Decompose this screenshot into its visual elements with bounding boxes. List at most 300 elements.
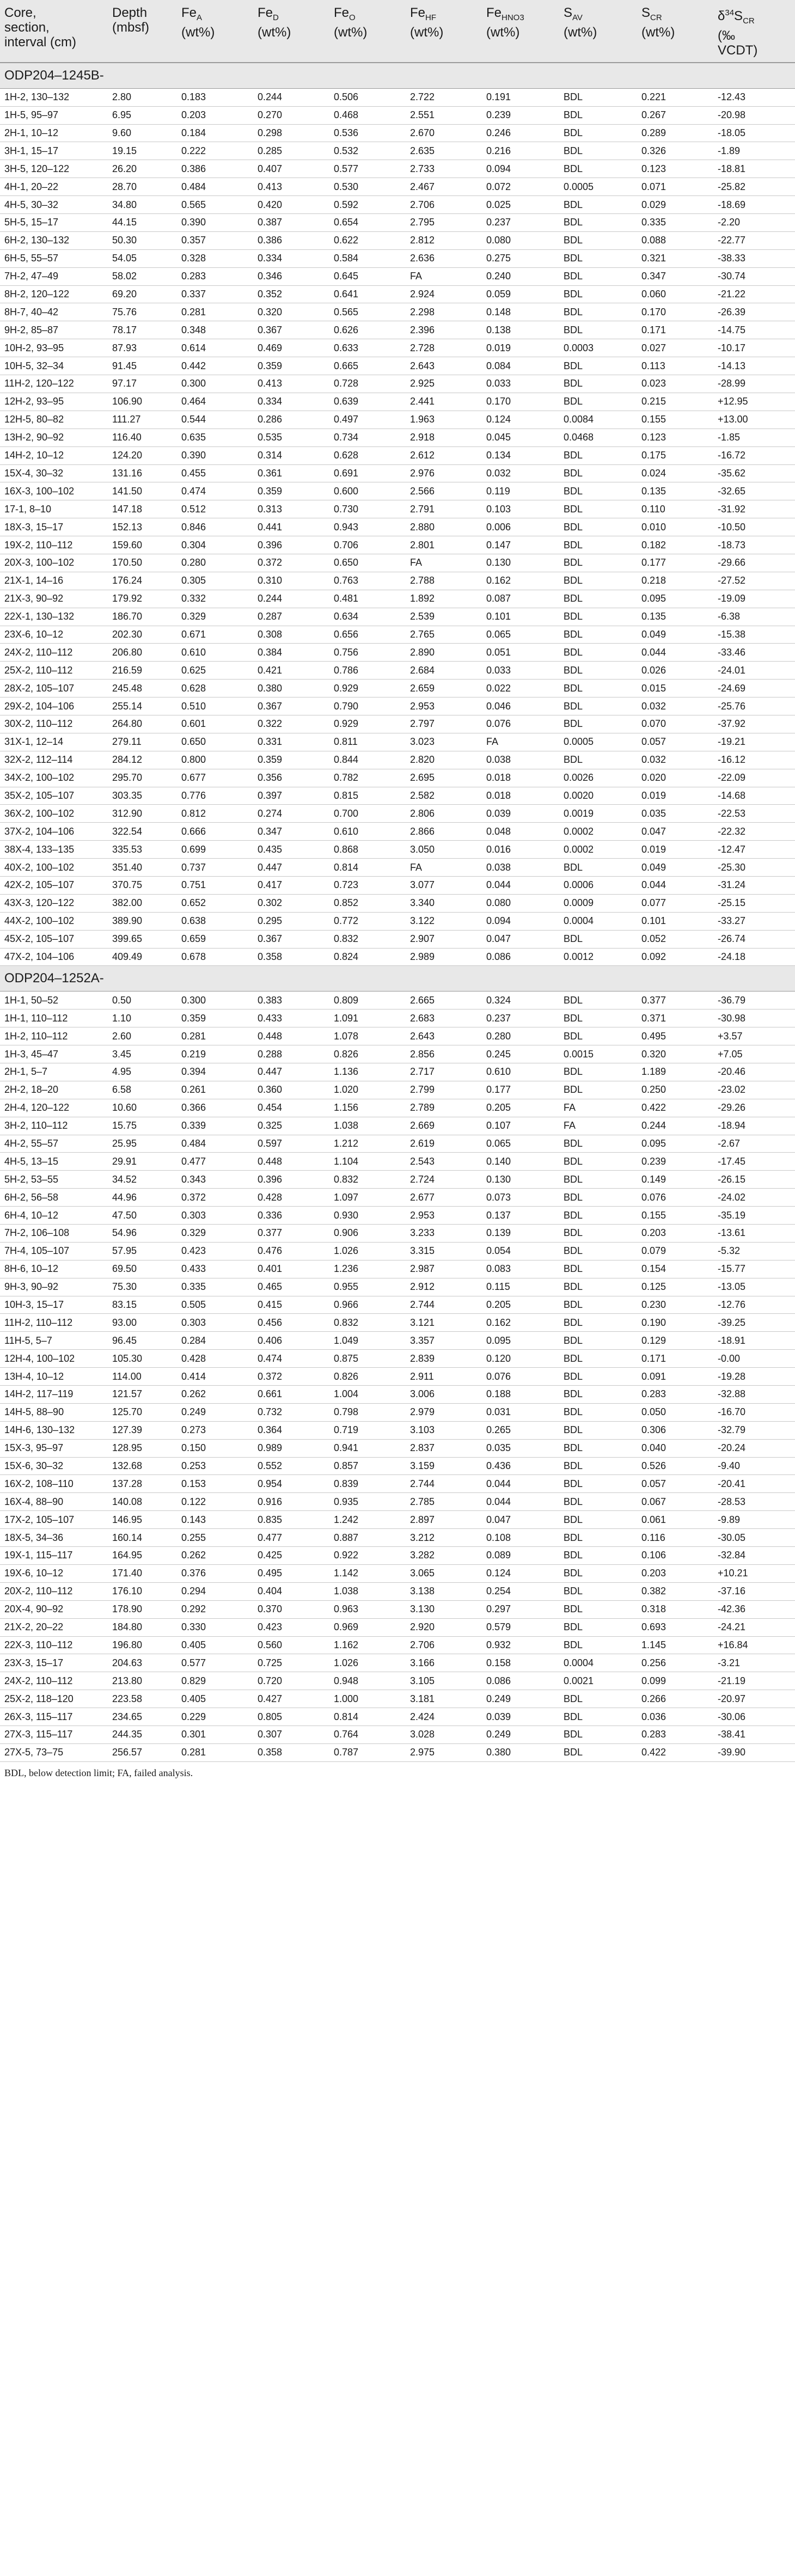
col-core-section-interval-header: Core, section, interval (cm)	[0, 0, 108, 63]
col-fe-d-cell: 0.413	[253, 178, 329, 196]
col-fe-hf-cell: 2.987	[406, 1260, 482, 1278]
table-row	[0, 1403, 795, 1421]
col-delta34s-cr-cell: -16.70	[713, 1403, 795, 1421]
col-core-section-interval-cell: 15X-3, 95–97	[0, 1439, 108, 1457]
col-fe-o-cell: 0.798	[329, 1403, 406, 1421]
col-depth-cell: 25.95	[108, 1135, 177, 1153]
col-fe-a-cell: 0.300	[177, 992, 253, 1009]
col-s-av-cell: BDL	[559, 715, 637, 733]
col-fe-o-cell: 1.078	[329, 1027, 406, 1045]
col-fe-hno3-cell: 0.134	[482, 446, 559, 464]
col-s-av-cell: BDL	[559, 1314, 637, 1332]
table-row	[0, 1636, 795, 1654]
col-fe-d-cell: 0.427	[253, 1690, 329, 1708]
col-delta34s-cr-cell: -37.92	[713, 715, 795, 733]
col-core-section-interval-cell: 11H-2, 120–122	[0, 375, 108, 393]
col-fe-a-cell: 0.405	[177, 1636, 253, 1654]
col-s-cr-cell: 0.057	[637, 733, 713, 751]
col-depth-cell: 128.95	[108, 1439, 177, 1457]
table-row	[0, 930, 795, 948]
col-s-av-cell: BDL	[559, 1332, 637, 1350]
col-depth-cell: 6.58	[108, 1081, 177, 1099]
col-fe-o-cell: 1.026	[329, 1242, 406, 1260]
col-delta34s-cr-cell: -25.30	[713, 859, 795, 877]
col-fe-a-cell: 0.348	[177, 321, 253, 339]
col-fe-hf-cell: 3.282	[406, 1547, 482, 1565]
col-fe-hno3-cell: 0.044	[482, 1493, 559, 1511]
col-s-cr-cell: 0.182	[637, 536, 713, 554]
col-delta34s-cr-cell: -15.38	[713, 626, 795, 644]
col-depth-cell: 284.12	[108, 751, 177, 769]
table-row	[0, 231, 795, 249]
col-core-section-interval-cell: 12H-2, 93–95	[0, 393, 108, 411]
col-core-section-interval-cell: 27X-5, 73–75	[0, 1743, 108, 1761]
col-fe-o-cell: 0.824	[329, 948, 406, 966]
col-delta34s-cr-cell: -33.27	[713, 912, 795, 930]
col-fe-d-cell: 0.805	[253, 1708, 329, 1726]
col-delta34s-cr-cell: -20.46	[713, 1063, 795, 1081]
col-delta34s-cr-cell: -14.75	[713, 321, 795, 339]
col-depth-cell: 213.80	[108, 1672, 177, 1690]
col-depth-cell: 196.80	[108, 1636, 177, 1654]
col-fe-hno3-cell: 0.237	[482, 1009, 559, 1027]
col-fe-a-cell: 0.638	[177, 912, 253, 930]
col-fe-d-cell: 0.720	[253, 1672, 329, 1690]
col-s-cr-cell: 0.283	[637, 1386, 713, 1404]
col-fe-hno3-cell: 0.065	[482, 626, 559, 644]
col-fe-hno3-cell: 0.191	[482, 88, 559, 106]
col-s-av-cell: 0.0002	[559, 823, 637, 841]
table-row	[0, 464, 795, 482]
col-fe-hf-cell: 2.797	[406, 715, 482, 733]
col-fe-a-cell: 0.366	[177, 1099, 253, 1117]
col-fe-o-cell: 0.772	[329, 912, 406, 930]
col-delta34s-cr-cell: -1.85	[713, 429, 795, 446]
col-fe-a-cell: 0.751	[177, 876, 253, 894]
col-s-cr-cell: 0.088	[637, 231, 713, 249]
col-core-section-interval-cell: 2H-1, 10–12	[0, 124, 108, 142]
col-core-section-interval-cell: 20X-3, 100–102	[0, 554, 108, 572]
col-depth-cell: 178.90	[108, 1600, 177, 1618]
col-fe-o-cell: 0.930	[329, 1207, 406, 1225]
col-fe-hf-cell: FA	[406, 267, 482, 285]
col-delta34s-cr-cell: -39.25	[713, 1314, 795, 1332]
col-fe-a-cell: 0.433	[177, 1260, 253, 1278]
col-fe-hf-cell: 2.911	[406, 1368, 482, 1386]
col-fe-o-cell: 0.786	[329, 662, 406, 680]
col-core-section-interval-cell: 34X-2, 100–102	[0, 769, 108, 787]
col-s-cr-cell: 0.175	[637, 446, 713, 464]
table-row	[0, 680, 795, 697]
col-core-section-interval-cell: 21X-3, 90–92	[0, 590, 108, 608]
col-s-av-cell: BDL	[559, 1368, 637, 1386]
col-depth-cell: 206.80	[108, 644, 177, 662]
col-s-av-cell: BDL	[559, 214, 637, 232]
col-fe-hno3-cell: 0.158	[482, 1654, 559, 1672]
col-core-section-interval-cell: 45X-2, 105–107	[0, 930, 108, 948]
col-fe-a-cell: 0.505	[177, 1296, 253, 1314]
col-s-av-cell: BDL	[559, 1296, 637, 1314]
col-fe-d-cell: 0.298	[253, 124, 329, 142]
col-fe-hno3-cell: 0.045	[482, 429, 559, 446]
col-core-section-interval-cell: 30X-2, 110–112	[0, 715, 108, 733]
col-fe-a-cell: 0.329	[177, 1225, 253, 1243]
col-depth-cell: 75.76	[108, 303, 177, 321]
col-fe-a-cell: 0.372	[177, 1189, 253, 1207]
col-fe-hno3-cell: 0.380	[482, 1743, 559, 1761]
col-core-section-interval-cell: 21X-1, 14–16	[0, 572, 108, 590]
col-core-section-interval-cell: 36X-2, 100–102	[0, 805, 108, 823]
col-core-section-interval-cell: 17X-2, 105–107	[0, 1511, 108, 1529]
col-fe-d-cell: 0.396	[253, 1171, 329, 1189]
col-fe-a-cell: 0.829	[177, 1672, 253, 1690]
col-s-cr-cell: 0.044	[637, 644, 713, 662]
table-row	[0, 1350, 795, 1368]
col-fe-a-cell: 0.390	[177, 214, 253, 232]
col-s-av-cell: BDL	[559, 1439, 637, 1457]
col-s-cr-cell: 0.110	[637, 500, 713, 518]
col-s-av-cell: BDL	[559, 357, 637, 375]
col-fe-a-cell: 0.339	[177, 1117, 253, 1135]
col-fe-hno3-cell: 0.080	[482, 894, 559, 912]
col-fe-hf-cell: 2.298	[406, 303, 482, 321]
table-row	[0, 321, 795, 339]
col-s-cr-cell: 0.239	[637, 1153, 713, 1171]
col-fe-a-cell: 0.337	[177, 285, 253, 303]
col-fe-hf-cell: 2.795	[406, 214, 482, 232]
col-s-av-header: $S_{AV}$ (wt%)	[559, 0, 637, 63]
table-row	[0, 1726, 795, 1743]
col-fe-hno3-cell: 0.051	[482, 644, 559, 662]
col-s-av-cell: BDL	[559, 572, 637, 590]
col-depth-cell: 96.45	[108, 1332, 177, 1350]
col-delta34s-cr-cell: -10.17	[713, 339, 795, 357]
col-fe-hf-cell: 2.820	[406, 751, 482, 769]
col-fe-d-cell: 0.495	[253, 1564, 329, 1582]
col-fe-d-cell: 0.286	[253, 411, 329, 429]
col-fe-a-cell: 0.477	[177, 1153, 253, 1171]
col-fe-o-cell: 0.536	[329, 124, 406, 142]
col-s-cr-cell: 0.049	[637, 626, 713, 644]
col-fe-d-cell: 0.380	[253, 680, 329, 697]
col-depth-cell: 54.96	[108, 1225, 177, 1243]
col-s-cr-cell: 0.155	[637, 1207, 713, 1225]
col-fe-d-cell: 0.322	[253, 715, 329, 733]
col-fe-a-cell: 0.614	[177, 339, 253, 357]
col-s-av-cell: 0.0009	[559, 894, 637, 912]
col-fe-hno3-cell: 0.025	[482, 196, 559, 214]
col-fe-o-cell: 0.935	[329, 1493, 406, 1511]
col-delta34s-cr-cell: -32.65	[713, 482, 795, 500]
col-fe-d-cell: 0.359	[253, 751, 329, 769]
col-delta34s-cr-cell: -38.41	[713, 1726, 795, 1743]
col-delta34s-cr-cell: -38.33	[713, 249, 795, 267]
table-row	[0, 626, 795, 644]
col-core-section-interval-cell: 42X-2, 105–107	[0, 876, 108, 894]
col-delta34s-cr-cell: -20.41	[713, 1475, 795, 1493]
table-row	[0, 1242, 795, 1260]
col-s-cr-cell: 0.076	[637, 1189, 713, 1207]
col-fe-d-cell: 0.456	[253, 1314, 329, 1332]
col-delta34s-cr-cell: -22.77	[713, 231, 795, 249]
col-fe-hf-cell: 2.976	[406, 464, 482, 482]
col-core-section-interval-cell: 15X-6, 30–32	[0, 1457, 108, 1475]
col-depth-cell: 146.95	[108, 1511, 177, 1529]
col-fe-d-cell: 0.331	[253, 733, 329, 751]
col-fe-d-cell: 0.377	[253, 1225, 329, 1243]
col-s-av-cell: BDL	[559, 1135, 637, 1153]
col-fe-d-cell: 0.535	[253, 429, 329, 446]
col-s-cr-cell: 0.091	[637, 1368, 713, 1386]
col-s-cr-cell: 0.032	[637, 697, 713, 715]
col-fe-o-cell: 0.639	[329, 393, 406, 411]
col-depth-cell: 202.30	[108, 626, 177, 644]
table-row	[0, 446, 795, 464]
table-row	[0, 1332, 795, 1350]
col-fe-hf-cell: 2.744	[406, 1296, 482, 1314]
col-s-cr-cell: 0.067	[637, 1493, 713, 1511]
table-row	[0, 1009, 795, 1027]
col-fe-d-cell: 0.367	[253, 930, 329, 948]
col-fe-hno3-cell: 0.249	[482, 1726, 559, 1743]
col-fe-hf-cell: 2.839	[406, 1350, 482, 1368]
col-s-av-cell: BDL	[559, 1081, 637, 1099]
col-s-cr-cell: 0.321	[637, 249, 713, 267]
col-fe-a-cell: 0.484	[177, 178, 253, 196]
col-s-cr-cell: 0.123	[637, 160, 713, 178]
col-core-section-interval-cell: 1H-3, 45–47	[0, 1045, 108, 1063]
col-fe-a-cell: 0.281	[177, 1027, 253, 1045]
col-fe-hf-header: $Fe_{HF}$ (wt%)	[406, 0, 482, 63]
col-fe-o-cell: 0.584	[329, 249, 406, 267]
col-s-cr-cell: 0.095	[637, 590, 713, 608]
col-fe-hf-cell: 2.953	[406, 1207, 482, 1225]
col-fe-hf-cell: 3.023	[406, 733, 482, 751]
col-delta34s-cr-cell: -32.84	[713, 1547, 795, 1565]
col-core-section-interval-cell: 6H-2, 56–58	[0, 1189, 108, 1207]
col-core-section-interval-cell: 28X-2, 105–107	[0, 680, 108, 697]
col-s-av-cell: BDL	[559, 536, 637, 554]
table-row	[0, 948, 795, 966]
col-fe-hf-cell: 2.744	[406, 1475, 482, 1493]
col-s-av-cell: BDL	[559, 1475, 637, 1493]
col-core-section-interval-cell: 20X-2, 110–112	[0, 1582, 108, 1600]
col-core-section-interval-cell: 31X-1, 12–14	[0, 733, 108, 751]
col-s-av-cell: 0.0002	[559, 841, 637, 859]
col-core-section-interval-cell: 17-1, 8–10	[0, 500, 108, 518]
col-fe-a-cell: 0.330	[177, 1618, 253, 1636]
col-s-cr-cell: 0.101	[637, 912, 713, 930]
col-delta34s-cr-cell: -28.53	[713, 1493, 795, 1511]
col-depth-cell: 97.17	[108, 375, 177, 393]
col-fe-hno3-cell: 0.033	[482, 375, 559, 393]
col-core-section-interval-cell: 22X-1, 130–132	[0, 608, 108, 626]
col-fe-d-cell: 0.916	[253, 1493, 329, 1511]
col-fe-o-cell: 1.097	[329, 1189, 406, 1207]
table-row	[0, 805, 795, 823]
col-fe-o-cell: 0.941	[329, 1439, 406, 1457]
col-fe-o-cell: 0.610	[329, 823, 406, 841]
col-depth-cell: 91.45	[108, 357, 177, 375]
col-depth-cell: 93.00	[108, 1314, 177, 1332]
col-fe-o-cell: 0.626	[329, 321, 406, 339]
col-s-av-cell: 0.0004	[559, 912, 637, 930]
col-delta34s-cr-cell: -25.82	[713, 178, 795, 196]
col-s-av-cell: 0.0015	[559, 1045, 637, 1063]
col-s-av-cell: BDL	[559, 160, 637, 178]
col-s-cr-cell: 0.036	[637, 1708, 713, 1726]
col-depth-cell: 171.40	[108, 1564, 177, 1582]
col-fe-d-cell: 0.423	[253, 1618, 329, 1636]
col-fe-d-cell: 0.372	[253, 554, 329, 572]
col-fe-a-cell: 0.390	[177, 446, 253, 464]
table-row	[0, 536, 795, 554]
col-depth-cell: 382.00	[108, 894, 177, 912]
col-fe-hf-cell: 2.733	[406, 160, 482, 178]
col-core-section-interval-cell: 3H-1, 15–17	[0, 142, 108, 160]
col-fe-hf-cell: 1.892	[406, 590, 482, 608]
section-header-row	[0, 63, 795, 89]
col-fe-d-cell: 0.435	[253, 841, 329, 859]
col-fe-a-cell: 0.386	[177, 160, 253, 178]
col-s-av-cell: BDL	[559, 859, 637, 877]
col-delta34s-cr-cell: +7.05	[713, 1045, 795, 1063]
col-fe-a-cell: 0.652	[177, 894, 253, 912]
col-fe-hf-cell: 2.907	[406, 930, 482, 948]
table-row	[0, 1743, 795, 1761]
col-core-section-interval-cell: 9H-2, 85–87	[0, 321, 108, 339]
col-s-cr-cell: 0.382	[637, 1582, 713, 1600]
col-depth-cell: 34.52	[108, 1171, 177, 1189]
table-row	[0, 1547, 795, 1565]
col-fe-hf-cell: 2.396	[406, 321, 482, 339]
col-fe-a-header: $Fe_A$ (wt%)	[177, 0, 253, 63]
col-s-av-cell: BDL	[559, 1564, 637, 1582]
col-fe-hf-cell: 3.050	[406, 841, 482, 859]
table-row	[0, 1672, 795, 1690]
table-row	[0, 1171, 795, 1189]
col-depth-cell: 312.90	[108, 805, 177, 823]
col-core-section-interval-cell: 43X-3, 120–122	[0, 894, 108, 912]
col-fe-hf-cell: 2.918	[406, 429, 482, 446]
col-fe-d-cell: 0.465	[253, 1278, 329, 1296]
col-s-cr-cell: 0.203	[637, 1225, 713, 1243]
col-fe-hf-cell: 2.897	[406, 1511, 482, 1529]
col-s-av-cell: BDL	[559, 1511, 637, 1529]
col-fe-o-cell: 0.790	[329, 697, 406, 715]
col-depth-cell: 186.70	[108, 608, 177, 626]
col-delta34s-cr-cell: -37.16	[713, 1582, 795, 1600]
table-row	[0, 106, 795, 124]
col-fe-hno3-cell: 0.162	[482, 1314, 559, 1332]
col-s-av-cell: BDL	[559, 124, 637, 142]
col-fe-hno3-cell: 0.254	[482, 1582, 559, 1600]
col-fe-hno3-cell: 0.018	[482, 787, 559, 805]
col-delta34s-cr-cell: -0.00	[713, 1350, 795, 1368]
col-delta34s-cr-cell: -1.89	[713, 142, 795, 160]
col-depth-cell: 137.28	[108, 1475, 177, 1493]
table-row	[0, 1493, 795, 1511]
col-fe-o-cell: 0.929	[329, 715, 406, 733]
col-fe-d-cell: 0.356	[253, 769, 329, 787]
col-s-av-cell: 0.0084	[559, 411, 637, 429]
col-depth-cell: 78.17	[108, 321, 177, 339]
col-fe-hf-cell: 2.890	[406, 644, 482, 662]
table-row	[0, 1153, 795, 1171]
col-s-cr-cell: 0.044	[637, 876, 713, 894]
col-s-av-cell: BDL	[559, 303, 637, 321]
col-depth-cell: 131.16	[108, 464, 177, 482]
col-s-av-cell: BDL	[559, 1600, 637, 1618]
col-fe-d-cell: 0.597	[253, 1135, 329, 1153]
col-fe-hno3-cell: 0.140	[482, 1153, 559, 1171]
col-depth-cell: 4.95	[108, 1063, 177, 1081]
col-core-section-interval-cell: 11H-5, 5–7	[0, 1332, 108, 1350]
col-fe-hf-cell: 3.105	[406, 1672, 482, 1690]
col-fe-hf-cell: 2.441	[406, 393, 482, 411]
col-fe-a-cell: 0.255	[177, 1529, 253, 1547]
col-delta34s-cr-cell: -16.72	[713, 446, 795, 464]
col-fe-hf-cell: 2.635	[406, 142, 482, 160]
col-fe-o-cell: 0.809	[329, 992, 406, 1009]
table-row	[0, 894, 795, 912]
col-fe-hf-cell: 3.122	[406, 912, 482, 930]
table-row	[0, 1135, 795, 1153]
col-fe-hf-cell: 2.837	[406, 1439, 482, 1457]
col-fe-o-cell: 1.049	[329, 1332, 406, 1350]
col-fe-a-cell: 0.280	[177, 554, 253, 572]
col-fe-hno3-cell: 0.216	[482, 142, 559, 160]
col-fe-a-cell: 0.292	[177, 1600, 253, 1618]
col-depth-cell: 116.40	[108, 429, 177, 446]
table-row	[0, 303, 795, 321]
col-fe-hf-cell: 2.683	[406, 1009, 482, 1027]
col-delta34s-cr-cell: -13.61	[713, 1225, 795, 1243]
col-core-section-interval-cell: 18X-5, 34–36	[0, 1529, 108, 1547]
col-fe-hno3-cell: 0.147	[482, 536, 559, 554]
table-row	[0, 697, 795, 715]
col-fe-d-cell: 0.421	[253, 662, 329, 680]
col-delta34s-cr-cell: -30.74	[713, 267, 795, 285]
table-row	[0, 1296, 795, 1314]
col-fe-a-cell: 0.414	[177, 1368, 253, 1386]
col-fe-hf-cell: 2.856	[406, 1045, 482, 1063]
col-s-av-cell: BDL	[559, 1493, 637, 1511]
col-fe-hf-cell: 2.543	[406, 1153, 482, 1171]
col-depth-cell: 2.80	[108, 88, 177, 106]
col-fe-hf-cell: 3.212	[406, 1529, 482, 1547]
col-s-av-cell: BDL	[559, 1421, 637, 1439]
col-delta34s-cr-cell: -2.67	[713, 1135, 795, 1153]
col-fe-d-cell: 0.560	[253, 1636, 329, 1654]
col-fe-d-cell: 0.407	[253, 160, 329, 178]
col-fe-d-cell: 0.447	[253, 859, 329, 877]
col-depth-cell: 105.30	[108, 1350, 177, 1368]
col-fe-o-cell: 1.004	[329, 1386, 406, 1404]
col-delta34s-cr-cell: -12.76	[713, 1296, 795, 1314]
col-fe-hno3-cell: 0.038	[482, 859, 559, 877]
table-row	[0, 1386, 795, 1404]
col-fe-o-cell: 0.966	[329, 1296, 406, 1314]
col-fe-d-cell: 0.448	[253, 1153, 329, 1171]
table-row	[0, 1475, 795, 1493]
col-fe-hf-cell: 2.812	[406, 231, 482, 249]
col-fe-a-cell: 0.357	[177, 231, 253, 249]
col-core-section-interval-cell: 4H-1, 20–22	[0, 178, 108, 196]
col-depth-cell: 399.65	[108, 930, 177, 948]
col-delta34s-cr-cell: -19.09	[713, 590, 795, 608]
table-row	[0, 1099, 795, 1117]
